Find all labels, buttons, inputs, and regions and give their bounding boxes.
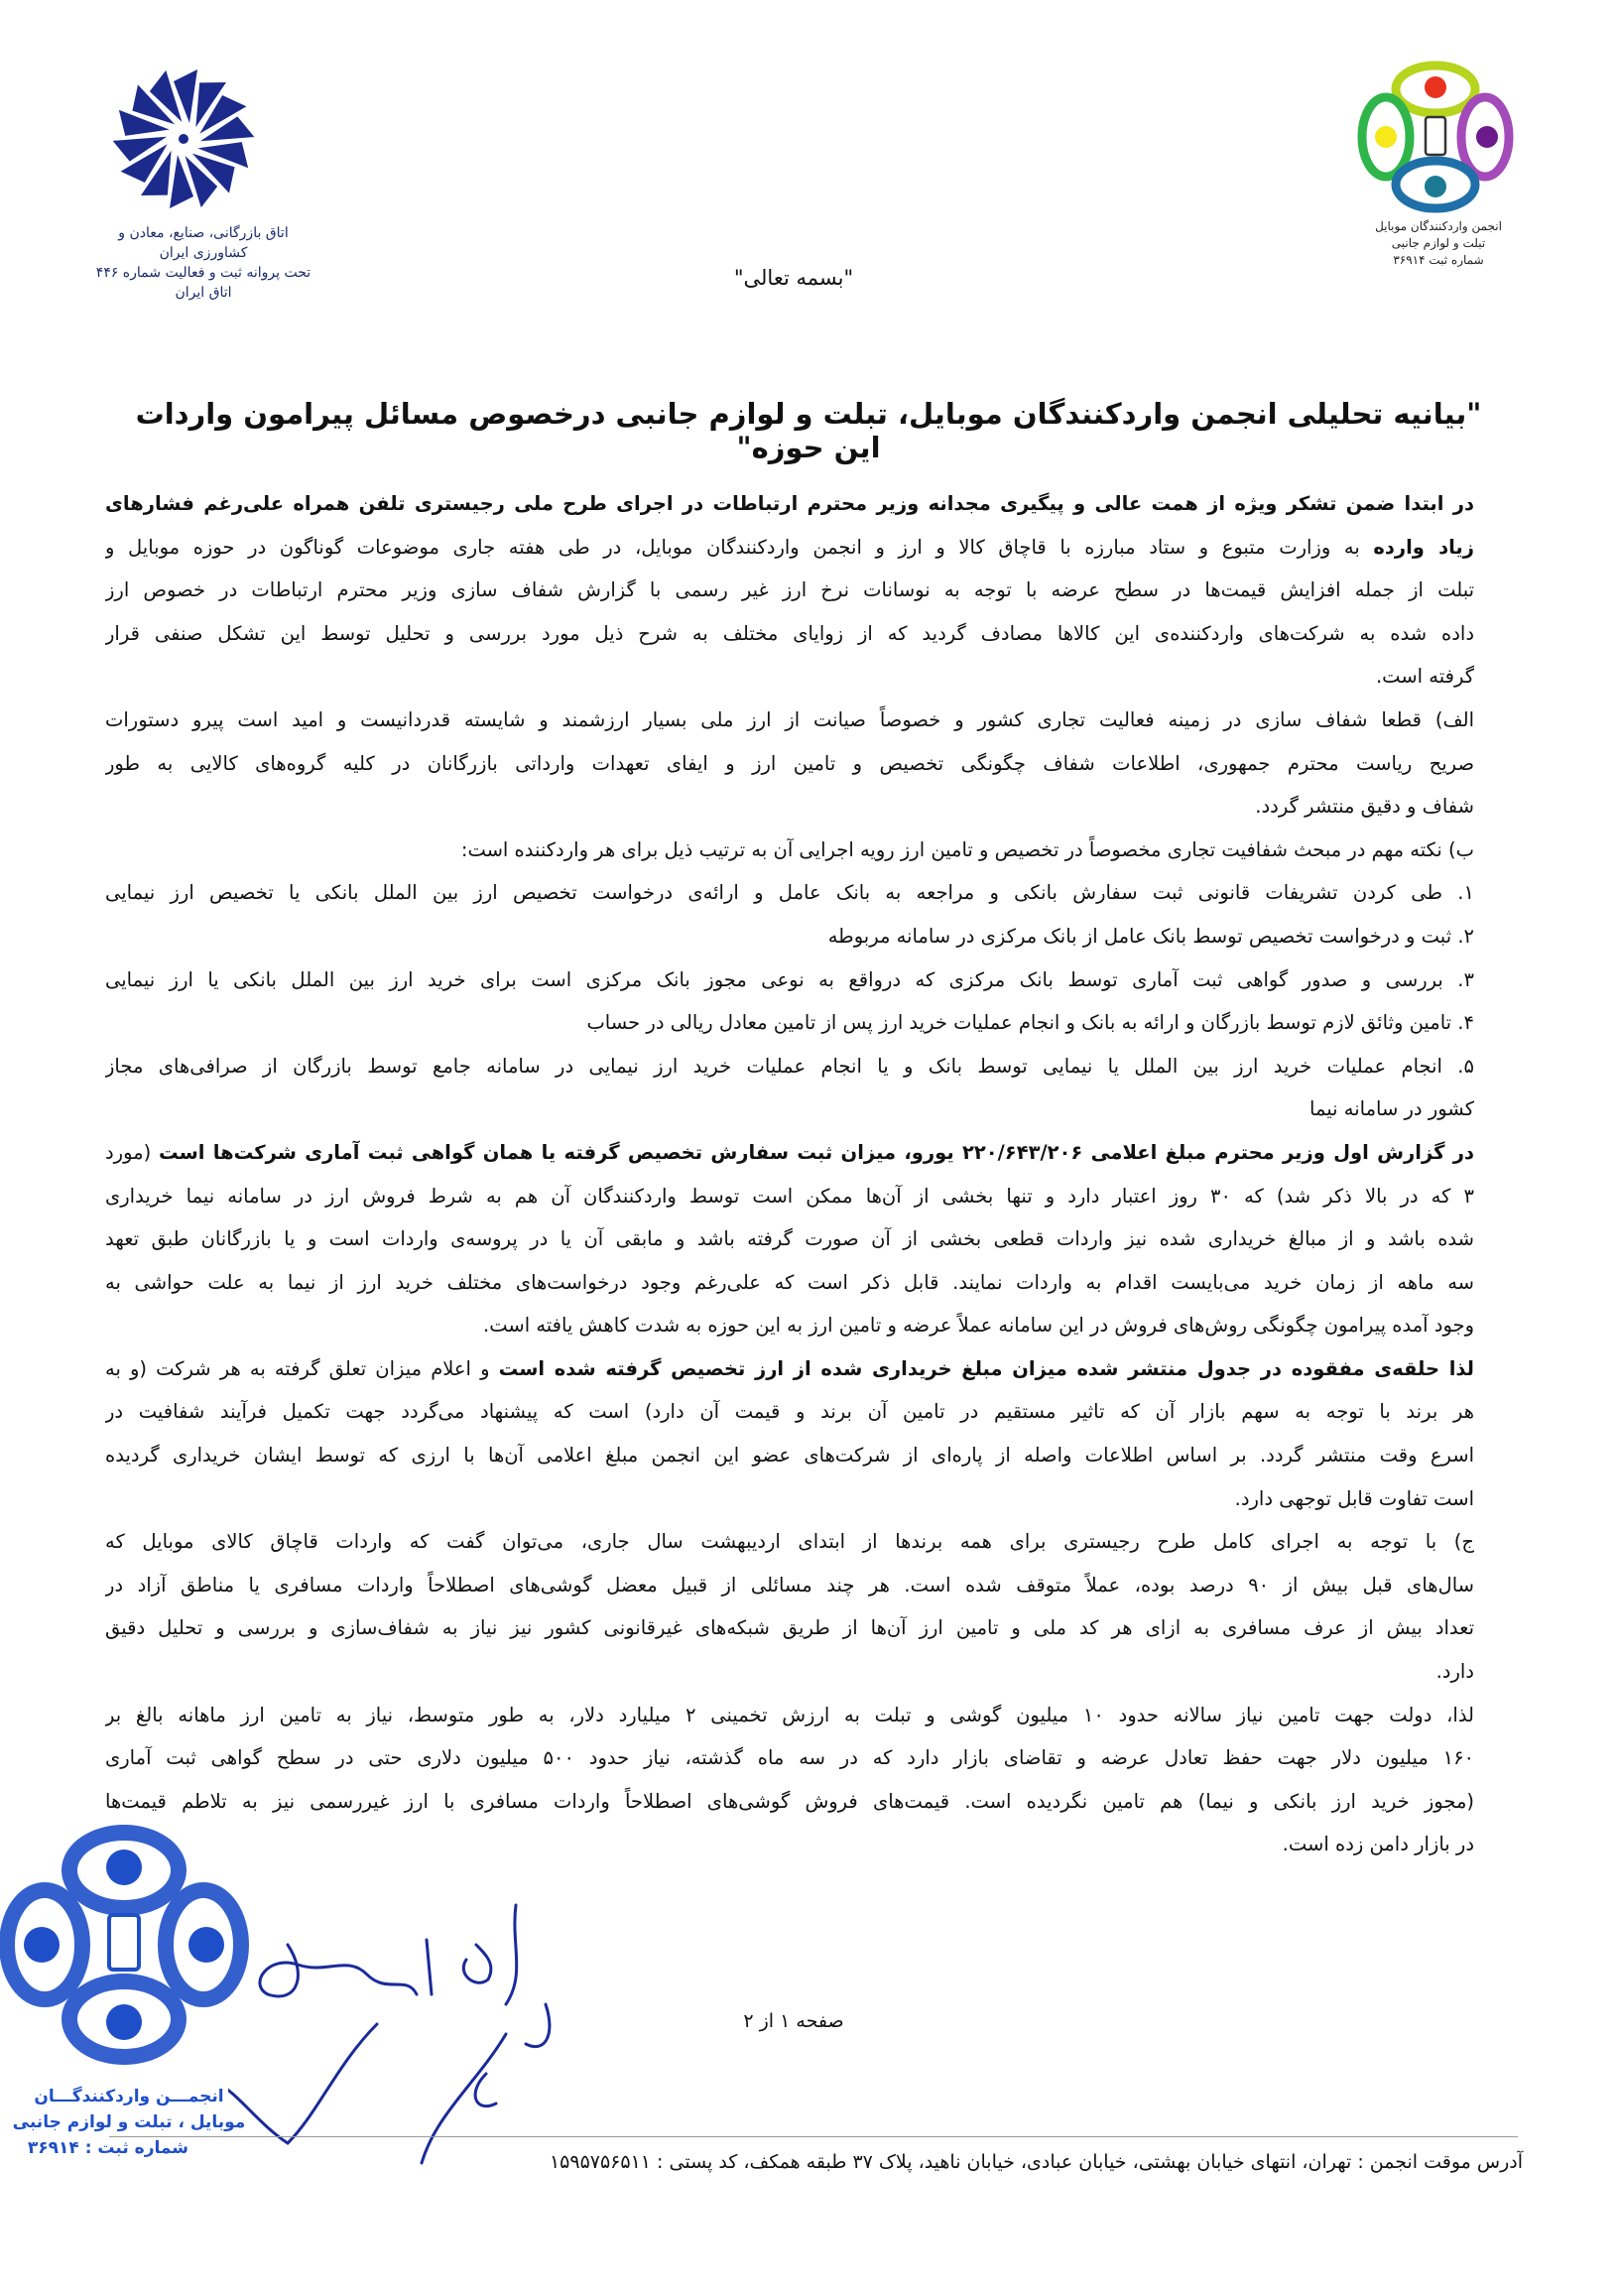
body-line <box>105 1736 1474 1780</box>
body-line <box>105 958 1474 1002</box>
emblem-petal <box>113 129 171 164</box>
body-line <box>105 1087 1474 1131</box>
body-line-text: به وزارت متبوع و ستاد مبارزه با قاچاق کالا و ارز و انجمن واردکنندگان موبایل، در طی هفته جاری موضوعات گوناگون در حوزه موبایل و <box>105 535 1374 559</box>
body-line-text: دارد. <box>1435 1660 1474 1684</box>
document-title: "بیانیه تحلیلی انجمن واردکنندگان موبایل، تبلت و لوازم جانبی درخصوص مسائل پیرامون واردات این حوزه" <box>135 397 1482 464</box>
body-line-text: است تفاوت قابل توجهی دارد. <box>1234 1486 1474 1510</box>
association-emblem-icon <box>1354 58 1518 216</box>
emblem-petal <box>196 114 254 149</box>
iran-chamber-logo <box>99 62 268 224</box>
body-line-text: ۲. ثبت و درخواست تخصیص توسط بانک عامل از بانک مرکزی در سامانه مربوطه <box>827 924 1474 948</box>
body-line <box>105 612 1474 656</box>
body-line-text: الف) قطعا شفاف سازی در زمینه فعالیت تجاری کشور و خصوصاً صیانت از ارز ملی بسیار ارزشمند و شایسته قدردانیست و امید است پیرو دستورات <box>105 707 1474 731</box>
stamp-line3: شماره ثبت : ۳۶۹۱۴ <box>27 2138 188 2158</box>
body-line-text: (مجوز خرید ارز بانکی و نیما) هم تامین نگردیده است. قیمت‌های فروش گوشی‌های اصطلاحاً واردات مسافری با ارز غیررسمی نیز به تلاطم قیمت‌ها <box>105 1789 1474 1813</box>
body-line-text: سه ماهه از زمان خرید می‌بایست اقدام به واردات نمایند. قابل ذکر است که علی‌رغم وجود درخواست‌های مختلف خرید ارز از نیما به علت حواشی به <box>105 1270 1474 1294</box>
chamber-caption-line1: اتاق بازرگانی، صنایع، معادن و کشاورزی ایران <box>118 225 289 261</box>
chamber-caption <box>89 223 317 303</box>
body-line <box>105 742 1474 786</box>
body-line-text: ۳ که در بالا ذکر شد) که ۳۰ روز اعتبار دارد و تنها بخشی از آن‌ها ممکن است توسط واردکنندگان آن هم به شرط فروش ارز در سامانه نیما خریداری <box>105 1184 1474 1208</box>
body-line <box>105 1175 1474 1218</box>
body-line-text: (مورد <box>105 1140 159 1164</box>
body-line <box>105 482 1474 526</box>
body-line-text: ۵. انجام عملیات خرید ارز بین الملل یا نیمایی توسط بانک و یا انجام عملیات خرید ارز نیمایی در سامانه جامع توسط بازرگان از صرافی‌های مجاز <box>105 1054 1474 1078</box>
body-line-bold: در گزارش اول وزیر محترم مبلغ اعلامی ۲۲۰/۶۴۳/۲۰۶ یورو، میزان ثبت سفارش تخصیص گرفته یا همان گواهی ثبت آماری شرکت‌ها است <box>158 1140 1474 1164</box>
body-line-text: شفاف و دقیق منتشر گردد. <box>1255 795 1474 819</box>
footer-divider <box>109 2136 1518 2137</box>
body-line <box>105 915 1474 958</box>
body-line <box>105 1304 1474 1347</box>
body-line-text: اسرع وقت منتشر گردد. بر اساس اطلاعات واصله از پاره‌ای از شرکت‌های عضو این انجمن مبلغ اعلامی آن‌ها با ارزی که توسط ایشان خریداری گردیده <box>105 1444 1474 1467</box>
body-line-text: لذا، دولت جهت تامین نیاز سالانه حدود ۱۰ میلیون گوشی و تبلت به ارزش تخمینی ۲ میلیارد دلار، به طور متوسط، نیاز به تامین ارز ماهانه بالغ بر <box>105 1703 1474 1726</box>
body-line <box>105 1001 1474 1045</box>
body-line-text: تعداد بیش از عرف مسافری به ازای هر کد ملی و تامین ارز آن‌ها از طریق شبکه‌های غیرقانونی کشور نیز نیاز به شفاف‌سازی و بررسی و تحلیل دقیق <box>105 1616 1474 1640</box>
body-line-text: سال‌های قبل بیش از ۹۰ درصد بوده، عملاً متوقف شده است. هر چند مسائلی از قبیل معضل گوشی‌های اصطلاحاً واردات مسافری یا مناطق آزاد در <box>105 1573 1474 1596</box>
body-line-text: گرفته است. <box>1375 665 1474 689</box>
association-logo <box>1354 58 1518 220</box>
chamber-caption-line2: تحت پروانه ثبت و فعالیت شماره ۴۴۶ اتاق ایران <box>95 265 311 301</box>
body-line <box>105 1564 1474 1607</box>
association-caption-line3: شماره ثبت ۳۶۹۱۴ <box>1393 253 1484 267</box>
body-line-text: ب) نکته مهم در مبحث شفافیت تجاری مخصوصاً در تخصیص و تامین ارز رویه اجرایی آن به ترتیب ذیل برای هر واردکننده است: <box>460 837 1474 861</box>
body-line-text: ج) با توجه به اجرای کامل طرح رجیستری برای همه برندها از ابتدای اردیبهشت سال جاری، می‌توان گفت که واردات قاچاق کالای موبایل که <box>105 1530 1474 1554</box>
body-line <box>105 569 1474 612</box>
document-body <box>105 482 1474 1866</box>
body-line <box>105 1780 1474 1824</box>
association-caption-line2: تبلت و لوازم جانبی <box>1391 236 1486 250</box>
body-line-text: وجود آمده پیرامون چگونگی روش‌های فروش در این سامانه عملاً عرضه و تامین ارز به این حوزه به شدت کاهش یافته است. <box>483 1314 1474 1338</box>
body-line <box>105 829 1474 872</box>
bismillah-heading: "بسمه تعالی" <box>733 266 854 290</box>
body-line <box>105 1823 1474 1866</box>
body-line-text: تبلت از جمله افزایش قیمت‌ها در سطح عرضه با توجه به نوسانات نرخ ارز غیر رسمی با گزارش شفاف سازی وزیر محترم ارتباطات در خصوص ارز <box>105 578 1474 602</box>
body-line <box>105 1434 1474 1477</box>
stamp-text <box>10 2084 248 2161</box>
body-line-text: ۴. تامین وثائق لازم توسط بازرگان و ارائه به بانک و انجام عملیات خرید ارز پس از تامین معادل ریالی در حساب <box>586 1011 1474 1035</box>
body-line <box>105 655 1474 699</box>
body-line-text: هر برند با توجه به سهم بازار آن که تاثیر مستقیم در تامین آن برند و قیمت آن دارد) است که پیشنهاد می‌گردد جهت تکمیل فرآیند شفافیت در <box>105 1400 1474 1424</box>
body-line-bold: لذا حلقه‌ی مفقوده در جدول منتشر شده میزان مبلغ خریداری شده از ارز تخصیص گرفته شده است <box>498 1356 1474 1380</box>
body-line-text: کشور در سامانه نیما <box>1309 1097 1474 1121</box>
signature-icon <box>228 1885 605 2173</box>
body-line-text: و اعلام میزان تعلق گرفته به هر شرکت (و به <box>105 1356 499 1380</box>
body-line-text: ۱. طی کردن تشریفات قانونی ثبت سفارش بانکی و مراجعه به بانک عامل و ارائه‌ی درخواست تخصیص ارز بین الملل بانکی یا تخصیص ارز نیمایی <box>105 881 1474 905</box>
body-line-text: ۳. بررسی و صدور گواهی ثبت آماری توسط بانک مرکزی که درواقع به نوعی مجوز بانک مرکزی است برای خرید ارز بین الملل بانکی یا ارز نیمایی <box>105 967 1474 991</box>
stamp-line1: انجمـــن واردکنندگـــان <box>34 2087 224 2106</box>
body-line <box>105 1520 1474 1564</box>
body-line <box>105 1390 1474 1434</box>
body-line-text: در بازار دامن زده است. <box>1282 1833 1474 1856</box>
handwritten-signature <box>228 1885 605 2177</box>
body-line-text: صریح ریاست محترم جمهوری، اطلاعات شفاف چگونگی تخصیص و تامین ارز و ایفای تعهدات وارداتی بازرگانان در کلیه گروه‌های کالایی به طور <box>105 751 1474 775</box>
body-line <box>105 1045 1474 1088</box>
body-line-text: شده باشد و از مبالغ خریداری شده نیز واردات قطعی بخشی از آن صورت گرفته باشد و مابقی آن یا در پروسه‌ی واردات است و یا بازرگانان طبق تعهد <box>105 1227 1474 1251</box>
body-line-bold: در ابتدا ضمن تشکر ویژه از همت عالی و پیگیری مجدانه وزیر محترم ارتباطات در اجرای طرح ملی رجیستری تلفن همراه علی‌رغم فشارهای <box>105 492 1474 515</box>
body-line <box>105 871 1474 915</box>
body-line-text: ۱۶۰ میلیون دلار جهت حفظ تعادل عرضه و تقاضای بازار دارد که در سه ماه گذشته، نیاز حدود ۵۰۰ میلیون دلاری حتی در سطح گواهی ثبت آماری <box>105 1746 1474 1770</box>
chamber-emblem-icon <box>99 62 268 220</box>
body-line <box>105 1694 1474 1737</box>
body-line <box>105 785 1474 829</box>
association-caption-line1: انجمن واردکنندگان موبایل <box>1375 219 1502 233</box>
stamp-line2: موبایل ، تبلت و لوازم جانبی <box>12 2112 246 2132</box>
body-line <box>105 1606 1474 1650</box>
body-line <box>105 526 1474 570</box>
body-line <box>105 1261 1474 1305</box>
page-number: صفحه ۱ از ۲ <box>743 2010 844 2032</box>
body-line <box>105 1217 1474 1261</box>
body-line-bold: زیاد وارده <box>1373 535 1474 559</box>
body-line <box>105 1477 1474 1521</box>
body-line <box>105 1131 1474 1175</box>
body-line <box>105 699 1474 742</box>
body-line-text: داده شده به شرکت‌های واردکننده‌ی این کالاها مصادف گردید که از زوایای مختلف به شرح ذیل مورد بررسی و تحلیل توسط این تشکل صنفی قرار <box>105 621 1474 645</box>
body-line <box>105 1347 1474 1391</box>
footer-address: آدرس موقت انجمن : تهران، انتهای خیابان بهشتی، خیابان عبادی، خیابان ناهید، پلاک ۳۷ طبقه همکف، کد پستی : ۱۵۹۵۷۵۶۵۱۱ <box>549 2151 1523 2173</box>
body-line <box>105 1650 1474 1694</box>
association-caption <box>1374 218 1503 269</box>
